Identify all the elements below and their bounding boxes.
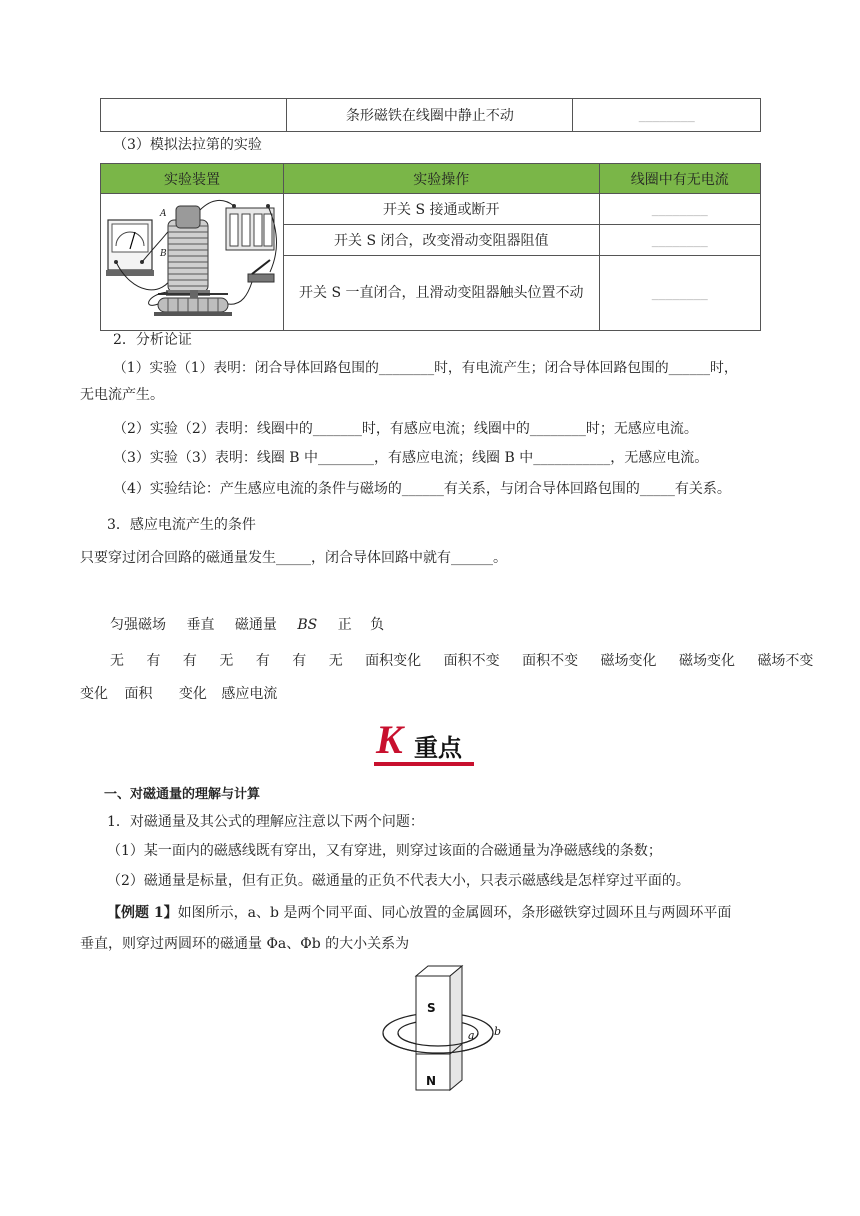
faraday-experiment-table <box>100 163 761 331</box>
example-label: 【例题 1】 <box>107 905 178 921</box>
table-cell-operation: 条形磁铁在线圈中静止不动 <box>287 99 573 132</box>
answer-cell: ________ <box>599 255 760 330</box>
answer-item: 无 <box>219 653 234 669</box>
badge-letter: K <box>376 717 403 762</box>
answer-item: 无 <box>110 653 124 669</box>
answer-item: 面积不变 <box>522 653 579 669</box>
answers-line3 <box>80 684 277 704</box>
answer-item: 匀强磁场 <box>110 617 166 633</box>
answer-item: 磁场变化 <box>678 653 735 669</box>
example-text: 如图所示，a、b 是两个同平面、同心放置的金属圆环，条形磁铁穿过圆环且与两圆环平面 <box>177 905 732 921</box>
header-current: 线圈中有无电流 <box>599 164 760 194</box>
answer-item: 正 <box>337 617 352 633</box>
answer-item: 有 <box>146 653 161 669</box>
key-item1a: （1）某一面内的磁感线既有穿出，又有穿进，则穿过该面的合磁通量为净磁感线的条数； <box>107 843 662 859</box>
answer-item: 无 <box>328 653 343 669</box>
table-header-row <box>101 164 761 194</box>
bar-magnet <box>416 966 462 1090</box>
operation-cell: 开关 S 闭合，改变滑动变阻器阻值 <box>283 224 599 255</box>
table-cell-answer-blank: ________ <box>573 99 761 132</box>
analysis-p1-line2: 无电流产生。 <box>80 387 164 403</box>
battery-icon <box>226 204 274 250</box>
ring-b-label: b <box>494 1025 502 1038</box>
badge-shadow-decoration <box>448 726 488 756</box>
answer-item: 面积不变 <box>443 653 500 669</box>
pole-s-label: S <box>427 1001 436 1015</box>
answer-item: 变化 <box>178 686 207 702</box>
analysis-title: 2．分析论证 <box>113 332 192 348</box>
analysis-p1-line1: （1）实验（1）表明：闭合导体回路包围的________时，有电流产生；闭合导体回路包围的______时， <box>113 360 738 376</box>
answer-item: 感应电流 <box>221 686 278 702</box>
key-point-badge <box>368 717 494 770</box>
badge-underline <box>374 762 474 766</box>
header-operation: 实验操作 <box>283 164 599 194</box>
table-row <box>101 194 761 225</box>
example-1-line2: 垂直，则穿过两圆环的磁通量 Φa、Φb 的大小关系为 <box>80 936 410 952</box>
operation-cell: 开关 S 一直闭合，且滑动变阻器触头位置不动 <box>283 255 599 330</box>
answer-item: 面积 <box>124 686 153 702</box>
answers-line1 <box>110 615 384 635</box>
condition-text: 只要穿过闭合回路的磁通量发生_____，闭合导体回路中就有______。 <box>80 550 507 566</box>
coil-b <box>166 206 210 296</box>
apparatus-cell <box>101 194 284 331</box>
experiment2-table-tail <box>100 98 761 132</box>
answers-line2 <box>110 651 813 671</box>
header-apparatus: 实验装置 <box>101 164 284 194</box>
answer-item: BS <box>297 617 318 633</box>
answer-item: 有 <box>292 653 307 669</box>
table-cell-empty <box>101 99 287 132</box>
rheostat-icon <box>154 290 232 316</box>
key-item1b: （2）磁通量是标量，但有正负。磁通量的正负不代表大小，只表示磁感线是怎样穿过平面的。 <box>107 873 690 889</box>
key-section-heading: 一、对磁通量的理解与计算 <box>104 787 261 802</box>
answer-cell: ________ <box>599 224 760 255</box>
answer-item: 变化 <box>80 686 108 702</box>
ring-a-label: a <box>468 1029 475 1042</box>
analysis-p2: （2）实验（2）表明：线圈中的_______时，有感应电流；线圈中的________时；无感应电流。 <box>113 421 698 437</box>
answer-item: 磁场不变 <box>757 653 814 669</box>
key-item1: 1．对磁通量及其公式的理解应注意以下两个问题： <box>107 814 424 830</box>
magnet-rings-figure <box>380 960 520 1100</box>
answer-item: 垂直 <box>186 617 215 633</box>
label-a: A <box>159 209 167 219</box>
section3-title: （3）模拟法拉第的实验 <box>113 137 262 153</box>
answer-item: 有 <box>182 653 197 669</box>
operation-cell: 开关 S 接通或断开 <box>283 194 599 225</box>
analysis-p4: （4）实验结论：产生感应电流的条件与磁场的______有关系，与闭合导体回路包围的_____有关系。 <box>113 481 731 497</box>
answer-cell: ________ <box>599 194 760 225</box>
answer-item: 有 <box>255 653 270 669</box>
faraday-apparatus-image <box>102 194 282 326</box>
condition-title: 3．感应电流产生的条件 <box>107 517 256 533</box>
analysis-p3: （3）实验（3）表明：线圈 B 中________，有感应电流；线圈 B 中___________，无感应电流。 <box>113 450 709 466</box>
answer-item: 负 <box>370 617 385 633</box>
answer-item: 磁通量 <box>234 617 277 633</box>
answer-item: 面积变化 <box>365 653 422 669</box>
pole-n-label: N <box>426 1074 437 1088</box>
example-1-line1 <box>107 903 731 923</box>
answer-item: 磁场变化 <box>600 653 657 669</box>
label-b: B <box>159 249 167 259</box>
badge-text: 重点 <box>414 734 462 762</box>
